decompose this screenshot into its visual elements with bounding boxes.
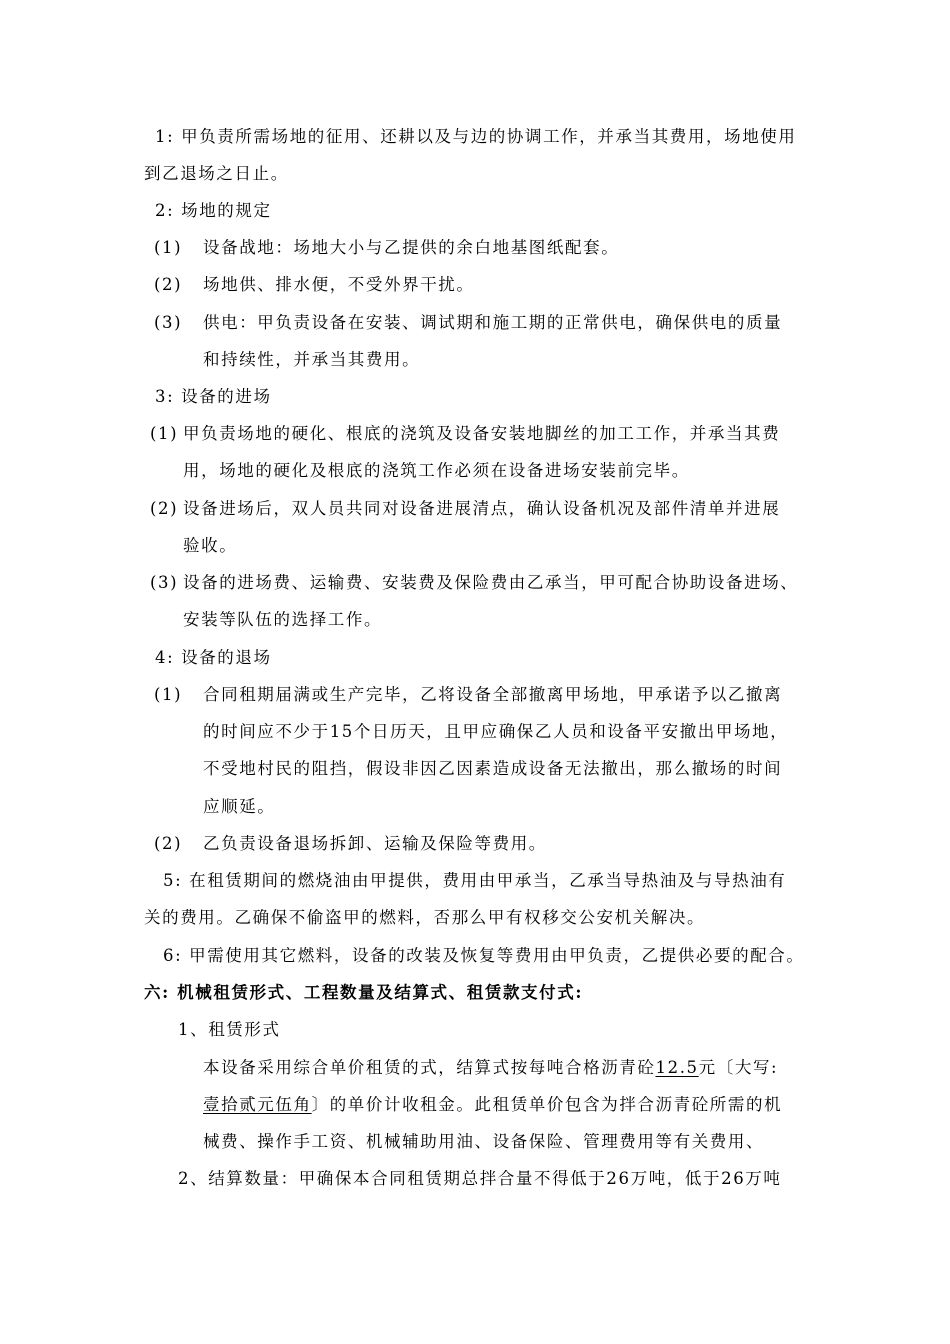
section-title: 机械租赁形式、工程数量及结算式、租赁款支付式: xyxy=(177,983,584,1002)
subsection-2-line: 2、结算数量：甲确保本合同租赁期总拌合量不得低于26万吨，低于26万吨 xyxy=(178,1169,782,1188)
item-text: 设备的进场费、运输费、安装费及保险费由乙承当，甲可配合协助设备进场、 xyxy=(183,573,799,592)
item-text: 合同租期届满或生产完毕，乙将设备全部撤离甲场地，甲承诺予以乙撤离 xyxy=(203,685,783,704)
item-text-continued: 应顺延。 xyxy=(203,797,276,816)
pricing-text: 本设备采用综合单价租赁的式，结算式按每吨合格沥青砼 xyxy=(203,1058,656,1077)
item-text-continued: 和持续性，并承当其费用。 xyxy=(203,350,421,369)
price-in-words: 壹拾贰元伍角 xyxy=(203,1095,312,1114)
pricing-text: 〕的单价计收租金。此租赁单价包含为拌合沥青砼所需的机 xyxy=(311,1095,783,1114)
clause-1-line-2: 到乙退场之日止。 xyxy=(144,164,289,183)
clause-5-line-2: 关的费用。乙确保不偷盗甲的燃料，否那么甲有权移交公安机关解决。 xyxy=(144,908,706,927)
item-text-continued: 的时间应不少于15个日历天，且甲应确保乙人员和设备平安撤出甲场地， xyxy=(203,722,789,741)
pricing-line-1 xyxy=(203,1057,778,1079)
subsection-1-heading: 1、租赁形式 xyxy=(178,1020,281,1039)
item-number: (3) xyxy=(150,573,179,592)
item-number: (2) xyxy=(150,499,179,518)
item-text: 设备战地：场地大小与乙提供的余白地基图纸配套。 xyxy=(203,238,620,257)
clause-6-line: 6: 甲需使用其它燃料，设备的改装及恢复等费用由甲负责，乙提供必要的配合。 xyxy=(163,946,805,965)
unit-price: 12.5 xyxy=(655,1058,699,1077)
clause-2-heading: 2: 场地的规定 xyxy=(155,201,272,220)
clause-5-line-1: 5: 在租赁期间的燃烧油由甲提供，费用由甲承当，乙承当导热油及与导热油有 xyxy=(163,871,787,890)
pricing-line-3: 械费、操作手工资、机械辅助用油、设备保险、管理费用等有关费用、 xyxy=(203,1132,765,1151)
item-number: (2) xyxy=(154,834,183,853)
clause-1-line-1: 1: 甲负责所需场地的征用、还耕以及与边的协调工作，并承当其费用，场地使用 xyxy=(155,127,797,146)
item-text-continued: 安装等队伍的选择工作。 xyxy=(183,610,383,629)
item-number: (1) xyxy=(154,685,183,704)
item-text: 设备进场后，双人员共同对设备进展清点，确认设备机况及部件清单并进展 xyxy=(183,499,781,518)
item-text: 供电：甲负责设备在安装、调试期和施工期的正常供电，确保供电的质量 xyxy=(203,313,783,332)
item-text-continued: 验收。 xyxy=(183,536,238,555)
item-text-continued: 不受地村民的阻挡，假设非因乙因素造成设备无法撤出，那么撤场的时间 xyxy=(203,759,783,778)
item-text: 场地供、排水便，不受外界干扰。 xyxy=(203,275,475,294)
section-six-heading xyxy=(144,982,583,1004)
item-number: (3) xyxy=(154,313,183,332)
item-text: 乙负责设备退场拆卸、运输及保险等费用。 xyxy=(203,834,547,853)
pricing-text: 元〔大写: xyxy=(698,1058,779,1077)
clause-3-heading: 3: 设备的进场 xyxy=(155,387,272,406)
item-number: (1) xyxy=(154,238,183,257)
pricing-line-2 xyxy=(203,1094,782,1116)
item-text: 甲负责场地的硬化、根底的浇筑及设备安装地脚丝的加工工作，并承当其费 xyxy=(183,424,781,443)
item-number: (1) xyxy=(150,424,179,443)
section-number: 六: xyxy=(144,983,170,1002)
item-number: (2) xyxy=(154,275,183,294)
item-text-continued: 用，场地的硬化及根底的浇筑工作必须在设备进场安装前完毕。 xyxy=(183,461,690,480)
clause-4-heading: 4: 设备的退场 xyxy=(155,648,272,667)
